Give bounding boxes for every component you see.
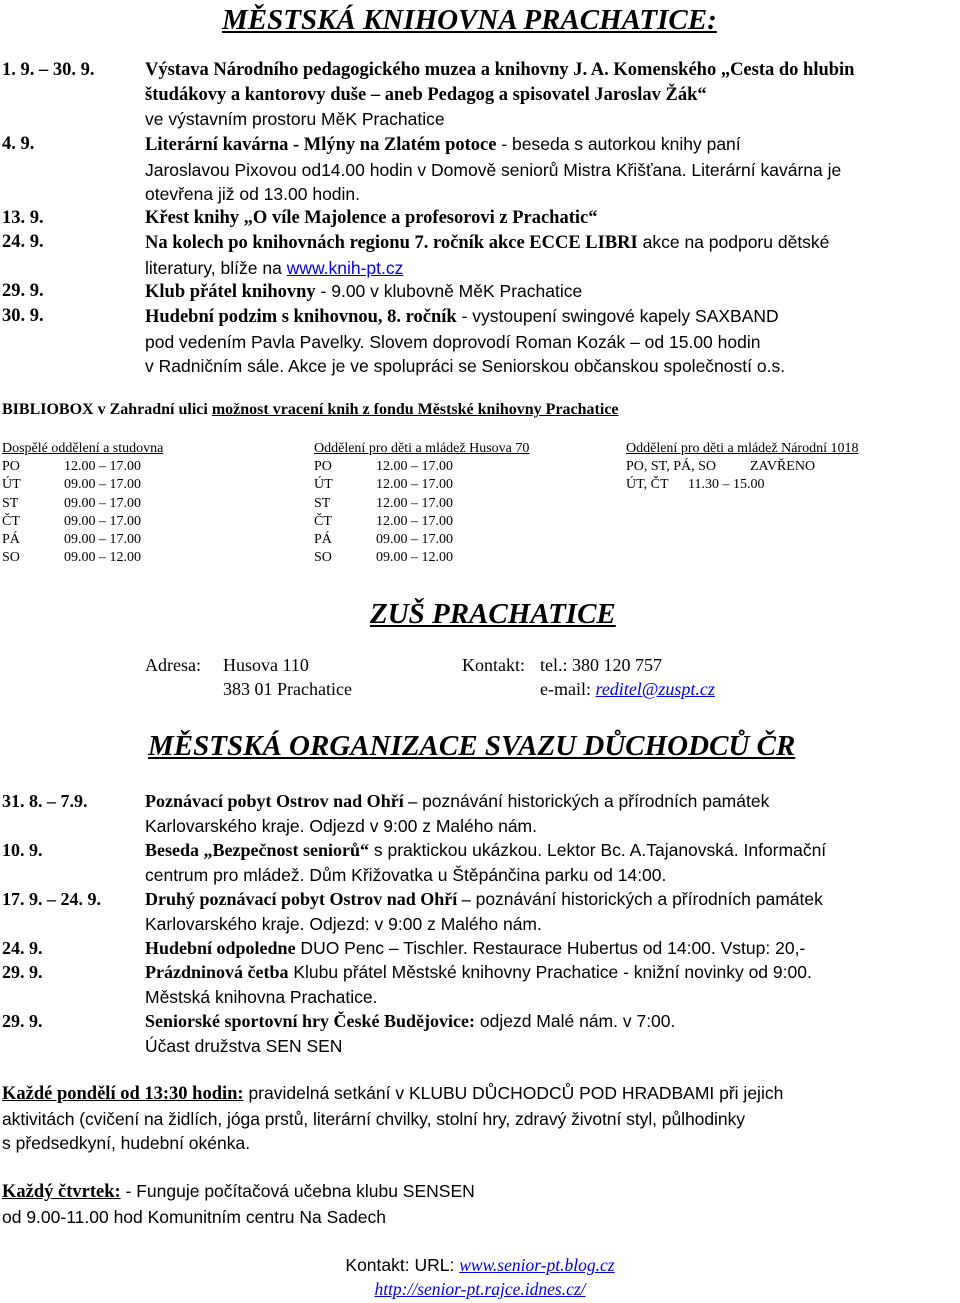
hours-header: Dospělé oddělení a studovna: [2, 441, 164, 456]
hours-row: ÚT 12.00 – 17.00: [314, 477, 453, 493]
thursday-notice: [2, 1179, 930, 1229]
event-text: pod vedením Pavla Pavelky. Slovem doprovodí Roman Kozák – od 15.00 hodin: [145, 331, 761, 352]
hours-row: PO 12.00 – 17.00: [314, 459, 453, 475]
event-text: Karlovarského kraje. Odjezd v 9:00 z Malého nám.: [145, 815, 537, 836]
bibliobox-notice: [2, 400, 619, 420]
hours-header: Oddělení pro děti a mládež Národní 1018: [626, 441, 859, 456]
event-date: 24. 9.: [2, 232, 44, 252]
event-date: 29. 9.: [2, 1011, 43, 1031]
hours-header: Oddělení pro děti a mládež Husova 70: [314, 441, 530, 456]
hours-row: SO 09.00 – 12.00: [314, 550, 453, 566]
hours-children-narodni: [626, 440, 858, 495]
zus-address-label: Adresa:: [145, 655, 201, 675]
hours-row: PO, ST, PÁ, SO ZAVŘENO: [626, 459, 816, 475]
event-text: s praktickou ukázkou. Lektor Bc. A.Tajanovská. Informační: [369, 840, 827, 860]
event-text: otevřena již od 13.00 hodin.: [145, 184, 361, 204]
hours-row: PÁ 09.00 – 17.00: [2, 531, 141, 547]
event-text: poznávání historických a přírodních památek: [417, 791, 770, 811]
hours-row: ČT 12.00 – 17.00: [314, 513, 453, 529]
event-text: Karlovarského kraje. Odjezd: v 9:00 z Malého nám.: [145, 913, 542, 934]
blog-link[interactable]: www.senior-pt.blog.cz: [459, 1255, 615, 1275]
hours-row: ST 09.00 – 17.00: [2, 495, 141, 511]
event-title: Druhý poznávací pobyt Ostrov nad Ohří –: [145, 889, 471, 909]
event-title: Prázdninová četba: [145, 962, 289, 982]
zus-phone: tel.: 380 120 757: [540, 655, 662, 675]
event-text: - 9.00 v klubovně MěK Prachatice: [315, 281, 583, 301]
zus-address-line1: Husova 110: [223, 655, 309, 675]
zus-title: ZUŠ PRACHATICE: [370, 598, 616, 630]
hours-row: ÚT, ČT 11.30 – 15.00: [626, 477, 765, 493]
event-text: Výstava Národního pedagogického muzea a knihovny J. A. Komenského „Cesta do hlubin: [145, 60, 855, 80]
monday-label: Každé pondělí od 13:30 hodin:: [2, 1084, 244, 1104]
event-date: 17. 9. – 24. 9.: [2, 889, 101, 909]
hours-row: PO 12.00 – 17.00: [2, 459, 141, 475]
hours-adult: [2, 440, 163, 567]
bibliobox-prefix: BIBLIOBOX v Zahradní ulici: [2, 401, 212, 418]
monday-text: pravidelná setkání v KLUBU DŮCHODCŮ POD HRADBAMI při jejich: [243, 1083, 784, 1103]
event-title: Seniorské sportovní hry České Budějovice:: [145, 1011, 475, 1031]
zus-address-line2: 383 01 Prachatice: [223, 679, 352, 699]
event-text: Městská knihovna Prachatice.: [145, 986, 378, 1007]
footer-contact: [0, 1253, 960, 1301]
event-text: DUO Penc – Tischler. Restaurace Hubertus od 14:00. Vstup: 20,-: [295, 938, 806, 958]
footer-prefix: Kontakt: URL:: [345, 1255, 460, 1275]
event-title: Hudební podzim s knihovnou, 8. ročník: [145, 307, 457, 327]
event-date: 31. 8. – 7.9.: [2, 791, 88, 811]
zus-email-link[interactable]: reditel@zuspt.cz: [595, 679, 715, 699]
event-title: Křest knihy „O víle Majolence a profesorovi z Prachatic“: [145, 208, 598, 228]
event-title: Klub přátel knihovny: [145, 282, 316, 302]
event-title: Beseda „Bezpečnost seniorů“: [145, 840, 369, 860]
hours-row: ÚT 09.00 – 17.00: [2, 477, 141, 493]
seniors-title: MĚSTSKÁ ORGANIZACE SVAZU DŮCHODCŮ ČR: [148, 730, 796, 762]
event-text: v Radničním sále. Akce je ve spolupráci se Seniorskou občanskou společností o.s.: [145, 356, 786, 376]
event-text: Účast družstva SEN SEN: [145, 1035, 343, 1056]
event-text: - beseda s autorkou knihy paní: [496, 134, 741, 154]
zus-email-label: e-mail:: [540, 679, 596, 699]
event-text: literatury, blíže na: [145, 257, 287, 278]
event-title: Poznávací pobyt Ostrov nad Ohří –: [145, 791, 418, 811]
rajce-link[interactable]: http://senior-pt.rajce.idnes.cz/: [374, 1279, 586, 1299]
event-date: 30. 9.: [2, 306, 44, 326]
event-date: 29. 9.: [2, 962, 43, 982]
event-text: odjezd Malé nám. v 7:00.: [475, 1011, 676, 1031]
event-text: akce na podporu dětské: [637, 232, 830, 252]
zus-email-line: [540, 678, 715, 701]
thursday-label: Každý čtvrtek:: [2, 1182, 121, 1202]
event-text: centrum pro mládež. Dům Křižovatka u Štěpánčina parku od 14:00.: [145, 864, 667, 885]
monday-notice: [2, 1081, 930, 1156]
bibliobox-underlined: možnost vracení knih z fondu Městské knihovny Prachatice: [211, 401, 619, 418]
event-date: 24. 9.: [2, 938, 43, 958]
event-text: Klubu přátel Městské knihovny Prachatice - knižní novinky od 9:00.: [288, 962, 812, 982]
thursday-text: - Funguje počítačová učebna klubu SENSEN: [120, 1181, 475, 1201]
hours-row: ST 12.00 – 17.00: [314, 495, 453, 511]
event-title: Na kolech po knihovnách regionu 7. ročník akce ECCE LIBRI: [145, 233, 638, 253]
thursday-text: od 9.00-11.00 hod Komunitním centru Na Sadech: [2, 1206, 386, 1227]
event-date: 29. 9.: [2, 281, 44, 301]
event-date: 10. 9.: [2, 840, 43, 860]
event-text: ve výstavním prostoru MěK Prachatice: [145, 109, 445, 129]
hours-row: ČT 09.00 – 17.00: [2, 513, 141, 529]
event-date: 13. 9.: [2, 208, 44, 228]
hours-row: PÁ 09.00 – 17.00: [314, 531, 453, 547]
event-title: Literární kavárna - Mlýny na Zlatém potoce: [145, 135, 497, 155]
knih-pt-link[interactable]: www.knih-pt.cz: [286, 257, 404, 278]
event-text: Jaroslavou Pixovou od14.00 hodin v Domově seniorů Mistra Křišťana. Literární kavárna je: [145, 159, 842, 180]
hours-children-husova: [314, 440, 529, 567]
event-date: 4. 9.: [2, 134, 35, 154]
event-text: študákovy a kantorovy duše – aneb Pedagog a spisovatel Jaroslav Žák“: [145, 84, 707, 105]
event-text: poznávání historických a přírodních památek: [470, 889, 823, 909]
library-title: MĚSTSKÁ KNIHOVNA PRACHATICE:: [222, 4, 717, 36]
zus-contact-label: Kontakt:: [462, 655, 525, 675]
event-title: Hudební odpoledne: [145, 938, 296, 958]
event-date: 1. 9. – 30. 9.: [2, 60, 95, 80]
event-text: - vystoupení swingové kapely SAXBAND: [456, 306, 779, 326]
monday-text: s předsedkyní, hudební okénka.: [2, 1133, 251, 1153]
hours-row: SO 09.00 – 12.00: [2, 550, 141, 566]
monday-text: aktivitách (cvičení na židlích, jóga prstů, literární chvilky, stolní hry, zdravý životní styl, půlhodinky: [2, 1108, 745, 1129]
